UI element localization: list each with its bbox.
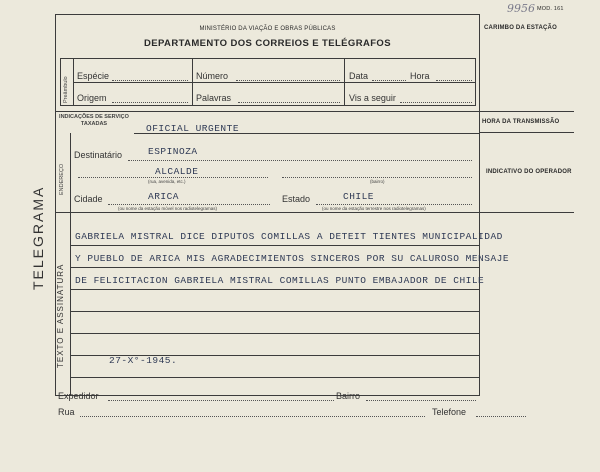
especie-label: Espécie [77, 71, 110, 81]
telefone-label: Telefone [432, 407, 467, 417]
message-line-3: DE FELICITACION GABRIELA MISTRAL COMILLAS PUNTO EMBAJADOR DE CHILE [75, 275, 485, 286]
hora-transmissao-label: HORA DA TRANSMISSÃO [482, 119, 560, 125]
bairro-label: Bairro [336, 391, 361, 401]
pencil-number: 9956 [507, 2, 535, 15]
destinatario-label: Destinatário [74, 150, 123, 160]
cidade-label: Cidade [74, 194, 103, 204]
telegram-side-title: TELEGRAMA [30, 185, 46, 290]
hora-label: Hora [410, 71, 430, 81]
department-title: DEPARTAMENTO DOS CORREIOS E TELÉGRAFOS [144, 38, 391, 49]
message-date: 27-X°-1945. [109, 355, 178, 366]
estado-caption: (ou nome da estação terrestre nos radiotelegramas) [322, 206, 426, 211]
origem-label: Origem [77, 93, 107, 103]
rua-label: Rua [58, 407, 75, 417]
street-caption: (rua, avenida, etc.) [148, 179, 186, 184]
ministry-title: MINISTÉRIO DA VIAÇÃO E OBRAS PÚBLICAS [199, 26, 336, 32]
vis-a-seguir-label: Vis a seguir [349, 93, 396, 103]
palavras-label: Palavras [196, 93, 232, 103]
destinatario-value: ESPINOZA [148, 146, 198, 157]
address-side-label: ENDEREÇO [59, 163, 65, 195]
estado-label: Estado [282, 194, 311, 204]
cidade-value: ARICA [148, 191, 180, 202]
message-line-1: GABRIELA MISTRAL DICE DIPUTOS COMILLAS A DETEIT TIENTES MUNICIPALIDAD [75, 231, 503, 242]
texto-assinatura-side-label: TEXTO E ASSINATURA [56, 263, 65, 368]
street-value: ALCALDE [155, 166, 199, 177]
data-label: Data [349, 71, 369, 81]
service-value: OFICIAL URGENTE [146, 123, 240, 134]
indicacoes-label: INDICAÇÕES DE SERVIÇO TAXADAS [59, 114, 129, 127]
cidade-caption: (ou nome da estação móvel nos radiotelegramas) [118, 206, 218, 211]
expedidor-label: Expedidor [58, 391, 99, 401]
form-code: MOD. 161 [537, 6, 564, 12]
preamble-side-label: Preâmbulo [63, 76, 69, 103]
stamp-label: CARIMBO DA ESTAÇÃO [484, 25, 557, 31]
estado-value: CHILE [343, 191, 375, 202]
message-line-2: Y PUEBLO DE ARICA MIS AGRADECIMIENTOS SINCEROS POR SU CALUROSO MENSAJE [75, 253, 510, 264]
indicativo-operador-label: INDICATIVO DO OPERADOR [486, 169, 572, 175]
bairro-caption: (bairro) [370, 179, 385, 184]
numero-label: Número [196, 71, 229, 81]
